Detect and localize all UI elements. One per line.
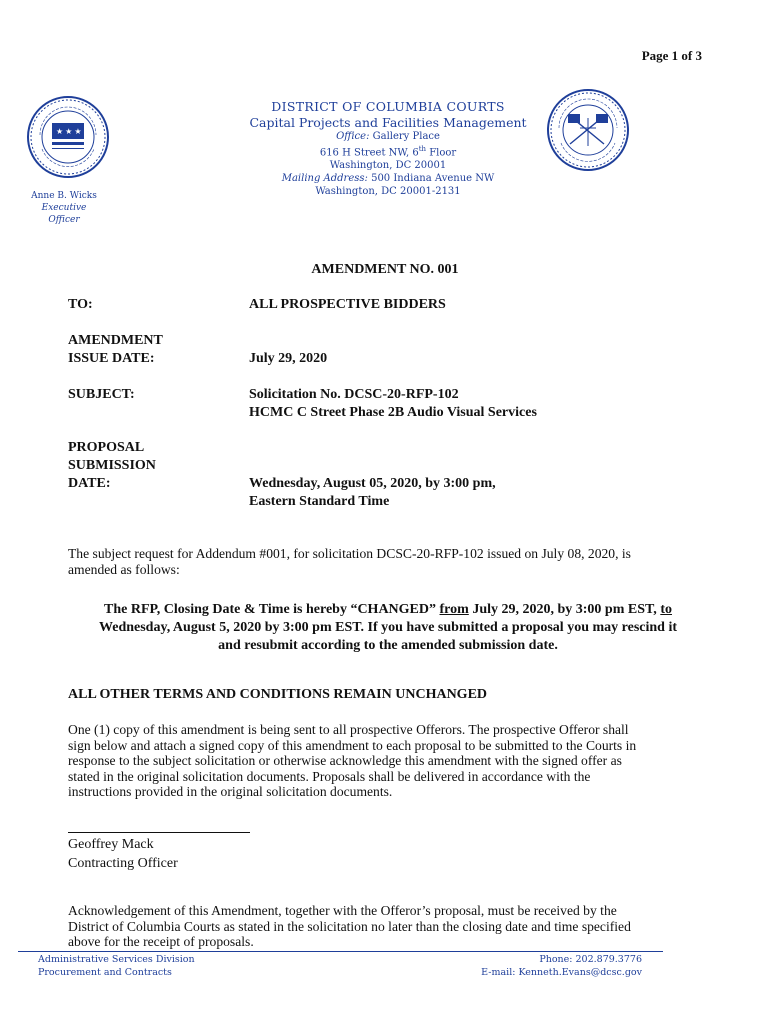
to-label: TO: <box>68 297 93 312</box>
office-line <box>230 130 546 143</box>
change-part-2: July 29, 2020, by 3:00 pm EST, <box>468 602 661 617</box>
proposal-label-line-1: PROPOSAL <box>68 440 145 455</box>
svg-text:★ ★ ★: ★ ★ ★ <box>56 127 82 136</box>
executive-officer <box>26 190 102 226</box>
org-name: DISTRICT OF COLUMBIA COURTS <box>271 99 505 114</box>
department-name: Capital Projects and Facilities Management <box>249 115 527 130</box>
change-line-1 <box>68 601 708 619</box>
acknowledgement-paragraph <box>68 903 708 950</box>
signatory-title: Contracting Officer <box>68 856 178 871</box>
issue-date-label <box>68 332 163 368</box>
proposal-label-line-3: DATE: <box>68 476 111 491</box>
proposal-label-line-2: SUBMISSION <box>68 458 156 473</box>
terms-line: stated in the original solicitation documents. Proposals shall be delivered in accordance with the <box>68 768 591 784</box>
subject-value <box>249 386 537 422</box>
terms-line: response to the subject solicitation or otherwise acknowledge this amendment with the signed offer as <box>68 753 622 768</box>
terms-line: sign below and attach a signed copy of this amendment to each proposal to be submitted to the Courts in <box>68 737 637 753</box>
intro-paragraph <box>68 546 708 577</box>
footer-unit: Procurement and Contracts <box>38 967 172 978</box>
change-part-1: The RFP, Closing Date & Time is hereby “CHANGED” <box>104 602 440 617</box>
intro-line-1: The subject request for Addendum #001, for solicitation DCSC-20-RFP-102 issued on July 08, 2020, is <box>68 546 631 561</box>
signatory-block <box>68 835 178 873</box>
change-line-3: and resubmit according to the amended submission date. <box>218 638 558 653</box>
footer-division: Administrative Services Division <box>38 954 195 965</box>
footer-left <box>38 953 195 979</box>
letterhead <box>230 99 546 198</box>
issue-date-value: July 29, 2020 <box>249 351 328 366</box>
terms-paragraph <box>68 722 708 800</box>
office-value: Gallery Place <box>372 131 440 142</box>
executive-title: Executive Officer <box>41 203 87 225</box>
terms-line: instructions provided in the original solicitation documents. <box>68 784 393 799</box>
executive-name: Anne B. Wicks <box>31 191 97 201</box>
proposal-value-line-2: Eastern Standard Time <box>249 494 390 509</box>
superior-court-seal <box>546 88 630 172</box>
proposal-value-line-1: Wednesday, August 05, 2020, by 3:00 pm, <box>249 476 496 491</box>
street-address: 616 H Street NW, 6 <box>319 147 419 159</box>
amendment-title: AMENDMENT NO. 001 <box>311 262 459 277</box>
city-line-1: Washington, DC 20001 <box>329 160 447 172</box>
ack-line: above for the receipt of proposals. <box>68 934 254 949</box>
proposal-date-value <box>249 475 496 511</box>
street-line <box>230 143 546 159</box>
issue-label-line-2: ISSUE DATE: <box>68 351 155 366</box>
from-word: from <box>439 602 469 617</box>
to-word: to <box>660 602 672 617</box>
mailing-value: 500 Indiana Avenue NW <box>371 173 495 185</box>
city-line-2: Washington, DC 20001-2131 <box>315 186 461 198</box>
subject-line-1: Solicitation No. DCSC-20-RFP-102 <box>249 387 459 402</box>
mailing-line <box>230 172 546 185</box>
change-statement <box>68 601 708 655</box>
page-number: Page 1 of 3 <box>641 48 702 63</box>
footer-rule <box>18 951 663 952</box>
office-label: Office: <box>336 131 370 142</box>
ack-line: Acknowledgement of this Amendment, together with the Offeror’s proposal, must be received by the <box>68 903 617 918</box>
signature-line <box>68 832 250 833</box>
signatory-name: Geoffrey Mack <box>68 837 154 852</box>
street-tail: Floor <box>426 147 457 159</box>
footer-phone: Phone: 202.879.3776 <box>539 954 642 965</box>
street-sup: th <box>418 145 427 153</box>
subject-line-2: HCMC C Street Phase 2B Audio Visual Services <box>249 405 537 420</box>
proposal-date-label <box>68 439 156 493</box>
subject-label: SUBJECT: <box>68 387 135 402</box>
footer-email: E-mail: Kenneth.Evans@dcsc.gov <box>481 967 642 978</box>
court-of-appeals-seal <box>26 95 110 179</box>
mailing-label: Mailing Address: <box>281 173 368 185</box>
footer-right <box>481 953 642 979</box>
intro-line-2: amended as follows: <box>68 561 180 577</box>
terms-line: One (1) copy of this amendment is being sent to all prospective Offerors. The prospective Offeror shall <box>68 722 629 737</box>
to-value: ALL PROSPECTIVE BIDDERS <box>249 297 446 312</box>
terms-heading: ALL OTHER TERMS AND CONDITIONS REMAIN UNCHANGED <box>68 687 488 702</box>
change-line-2: Wednesday, August 5, 2020 by 3:00 pm EST. If you have submitted a proposal you may rescind it <box>99 620 677 635</box>
issue-label-line-1: AMENDMENT <box>68 333 163 348</box>
ack-line: District of Columbia Courts as stated in the solicitation no later than the closing date and time specified <box>68 918 631 934</box>
